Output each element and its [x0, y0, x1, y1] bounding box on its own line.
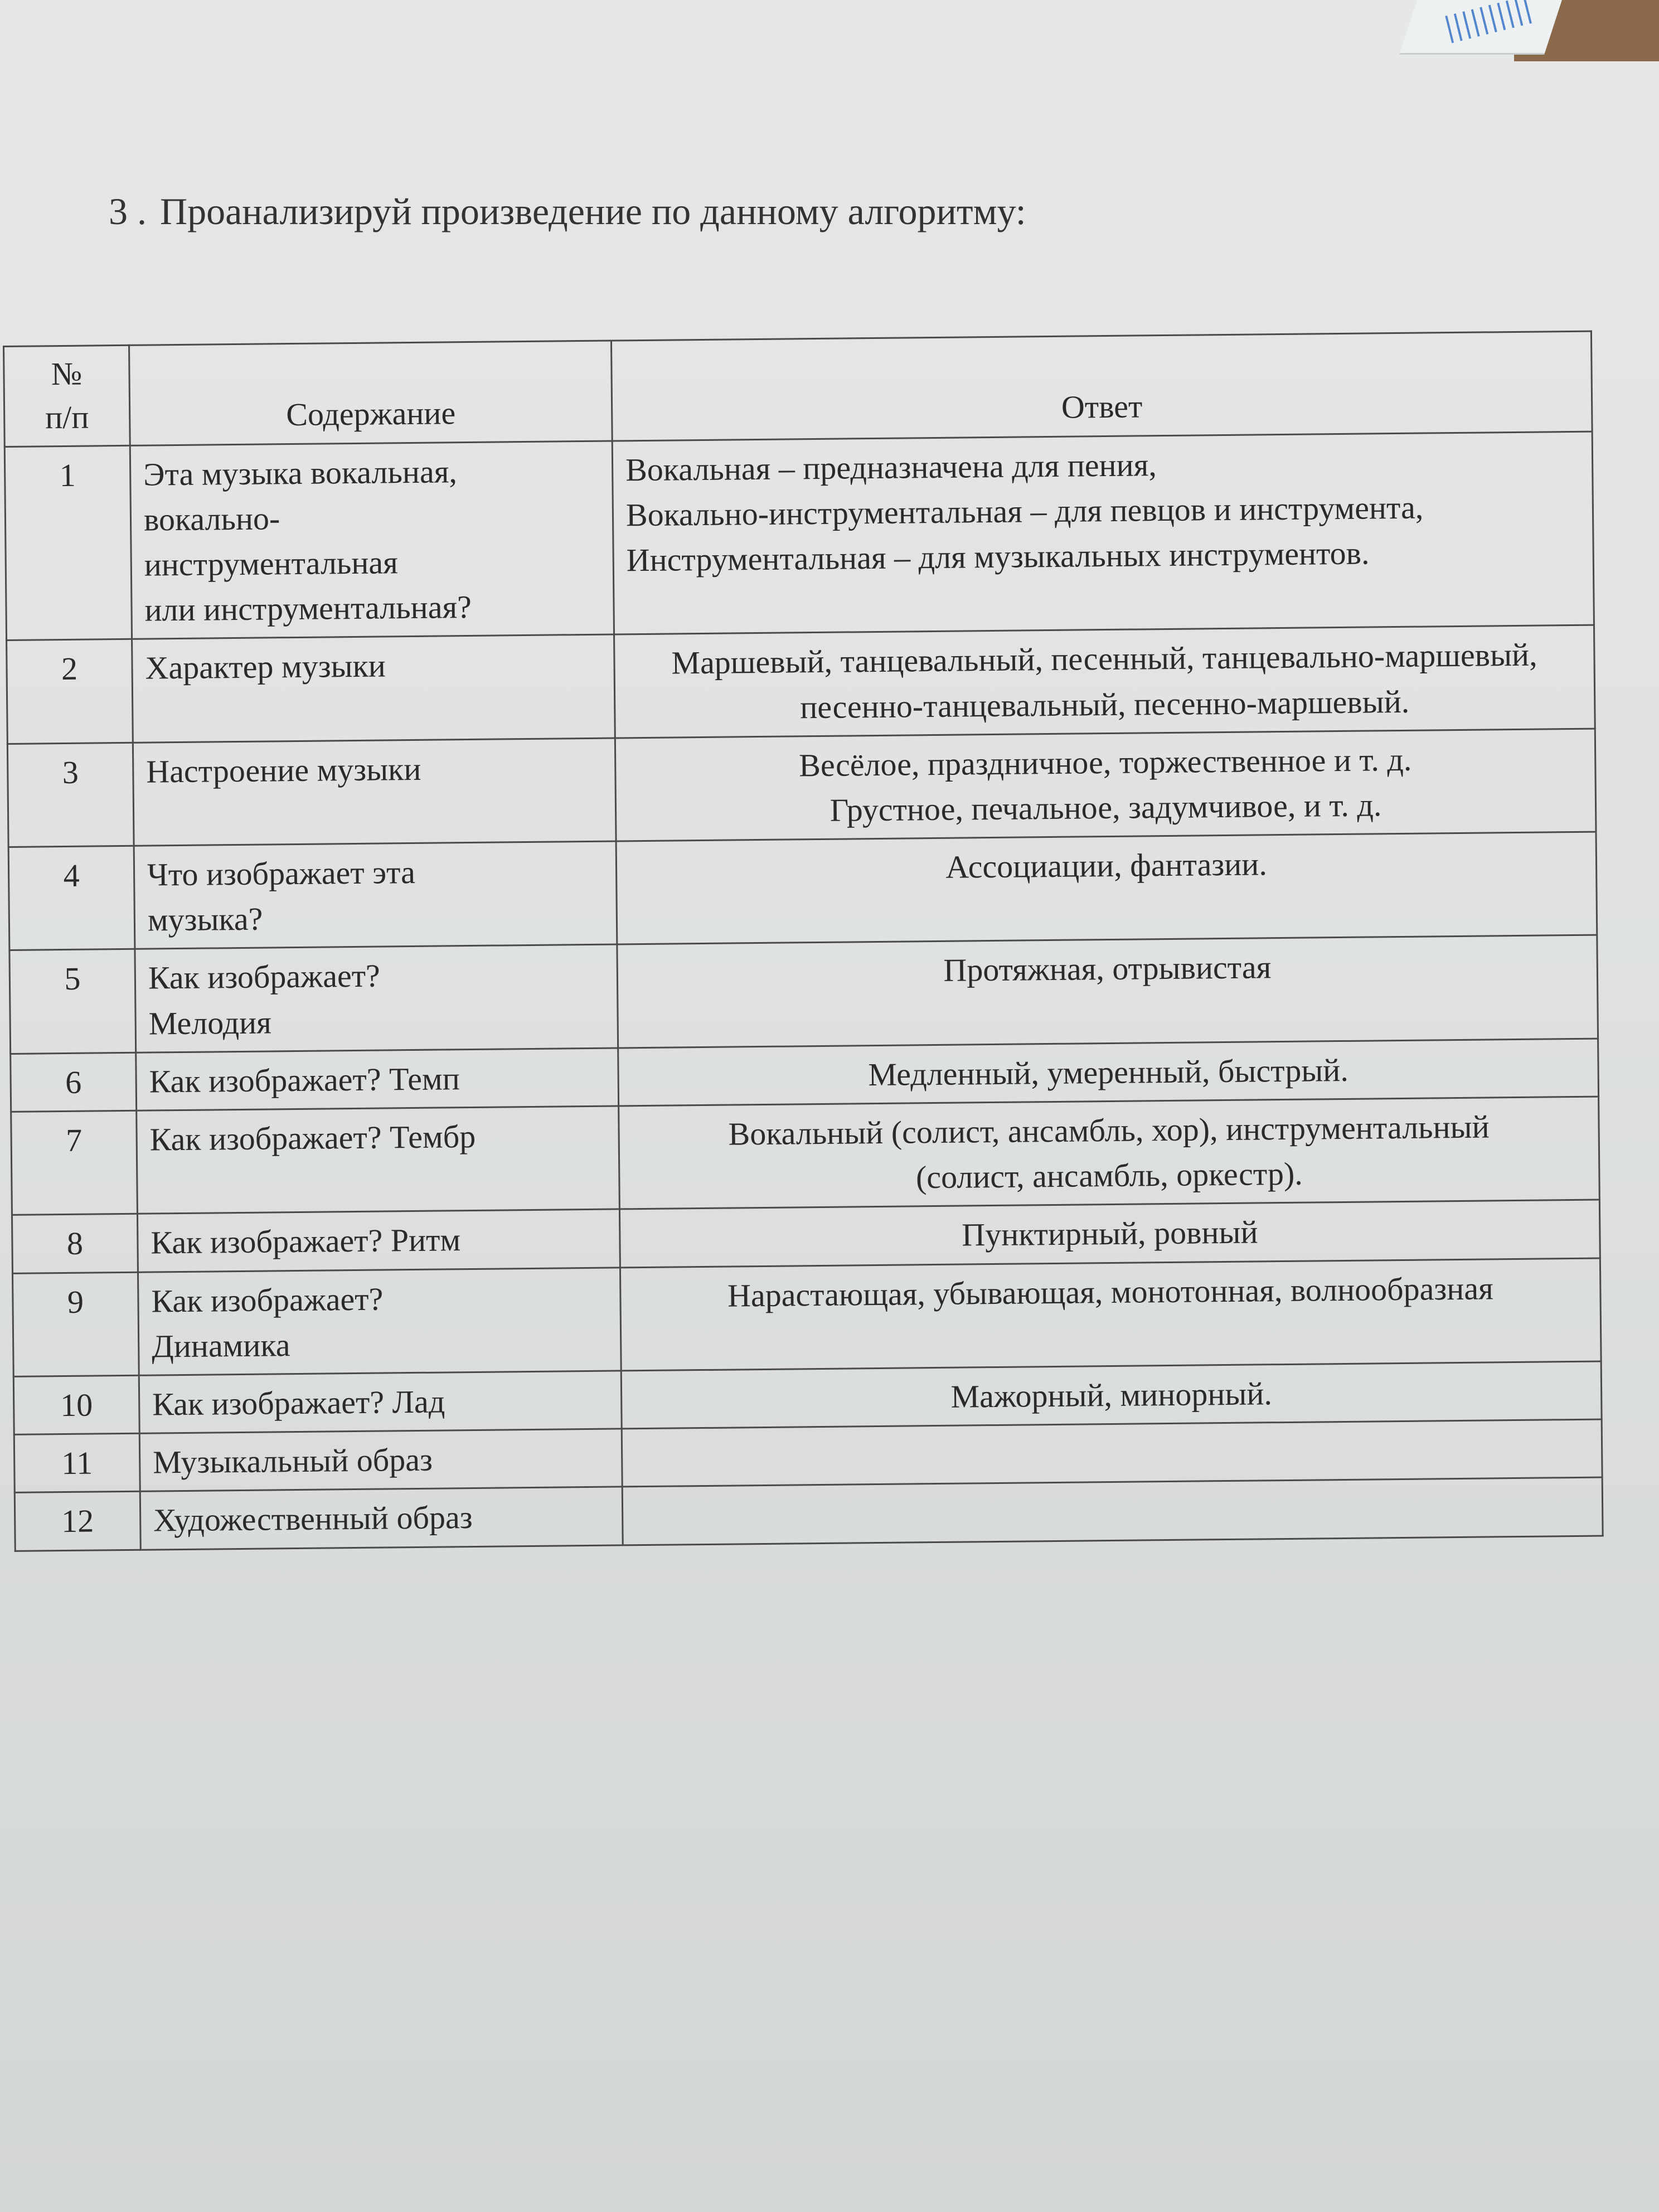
answer-line: (солист, ансамбль, оркестр).	[915, 1155, 1303, 1196]
answer-line: Маршевый, танцевальный, песенный, танцевально-маршевый,	[671, 636, 1537, 681]
content-line: Как изображает? Лад	[152, 1383, 445, 1423]
row-number: 3	[7, 743, 134, 847]
row-content	[137, 1209, 620, 1272]
row-number: 10	[13, 1375, 139, 1434]
row-content	[137, 1106, 620, 1214]
content-line: Как изображает?	[148, 958, 381, 997]
table-row	[4, 431, 1594, 641]
answer-line: Грустное, печальное, задумчивое, и т. д.	[830, 787, 1382, 828]
row-answer	[622, 1419, 1602, 1487]
row-content	[138, 1268, 621, 1376]
row-number: 12	[14, 1492, 140, 1551]
content-line: Как изображает? Тембр	[149, 1118, 476, 1158]
analysis-table	[3, 331, 1604, 1552]
row-content	[130, 441, 614, 639]
content-line: Как изображает?	[151, 1280, 384, 1320]
row-answer	[621, 1361, 1602, 1429]
content-line: Мелодия	[148, 1004, 272, 1042]
row-answer	[614, 625, 1595, 738]
row-content	[139, 1429, 622, 1491]
answer-line: Медленный, умеренный, быстрый.	[868, 1051, 1349, 1093]
row-number: 4	[8, 846, 135, 950]
task-title: Проанализируй произведение по данному алгоритму:	[160, 190, 1026, 232]
row-answer	[615, 729, 1596, 841]
row-number: 5	[9, 949, 136, 1054]
content-line: музыка?	[147, 900, 263, 938]
row-content	[140, 1487, 623, 1549]
content-line: Динамика	[151, 1326, 290, 1365]
content-line: или инструментальная?	[144, 589, 472, 628]
row-content	[136, 1048, 619, 1110]
content-line: Настроение музыки	[146, 750, 421, 790]
row-answer	[620, 1258, 1601, 1371]
answer-line: песенно-танцевальный, песенно-маршевый.	[800, 683, 1410, 725]
answer-line: Ассоциации, фантазии.	[945, 846, 1268, 885]
answer-line: Вокально-инструментальная – для певцов и инструмента,	[625, 489, 1424, 533]
row-number: 9	[12, 1272, 139, 1377]
row-answer	[616, 832, 1597, 944]
table-header-row	[4, 331, 1593, 447]
row-number: 6	[11, 1052, 137, 1112]
row-answer	[622, 1477, 1603, 1545]
answer-line: Весёлое, праздничное, торжественное и т. д.	[798, 741, 1412, 784]
answer-line: Пунктирный, ровный	[961, 1214, 1258, 1253]
row-content	[139, 1371, 622, 1433]
table-row	[11, 1097, 1600, 1215]
row-number: 7	[11, 1110, 138, 1215]
answer-line: Вокальный (солист, ансамбль, хор), инструментальный	[728, 1108, 1490, 1152]
row-answer	[619, 1200, 1600, 1267]
answer-line: Нарастающая, убывающая, монотонная, волнообразная	[727, 1270, 1494, 1314]
row-content	[133, 738, 616, 846]
row-content	[132, 634, 615, 743]
table-row	[12, 1258, 1601, 1377]
content-line: вокально-	[143, 500, 280, 538]
header-number: № п/п	[4, 345, 130, 447]
answer-line: Протяжная, отрывистая	[943, 949, 1272, 989]
row-number: 11	[14, 1433, 140, 1492]
table-row	[8, 832, 1597, 950]
row-content	[135, 944, 618, 1052]
row-answer	[619, 1097, 1600, 1209]
content-line: Художественный образ	[153, 1499, 473, 1539]
content-line: инструментальная	[144, 544, 399, 583]
row-number: 2	[7, 639, 133, 744]
content-line: Музыкальный образ	[152, 1441, 433, 1481]
header-content: Содержание	[129, 341, 613, 445]
content-line: Эта музыка вокальная,	[143, 453, 458, 493]
row-number: 1	[4, 445, 132, 641]
header-answer: Ответ	[611, 331, 1592, 440]
content-line: Что изображает эта	[147, 854, 416, 893]
table-row	[7, 729, 1596, 847]
content-line: Как изображает? Темп	[149, 1060, 460, 1100]
answer-line: Вокальная – предназначена для пения,	[625, 446, 1157, 488]
task-heading	[109, 190, 1026, 234]
table-row	[9, 935, 1598, 1054]
row-answer	[617, 935, 1598, 1048]
row-answer	[612, 431, 1594, 635]
answer-line: Мажорный, минорный.	[950, 1375, 1273, 1415]
table-row	[7, 625, 1595, 744]
task-number: 3 .	[109, 190, 147, 232]
row-content	[134, 841, 617, 949]
content-line: Как изображает? Ритм	[151, 1221, 461, 1261]
answer-line: Инструментальная – для музыкальных инструментов.	[626, 535, 1370, 579]
row-answer	[618, 1039, 1599, 1106]
content-line: Характер музыки	[145, 647, 386, 686]
row-number: 8	[12, 1214, 138, 1273]
